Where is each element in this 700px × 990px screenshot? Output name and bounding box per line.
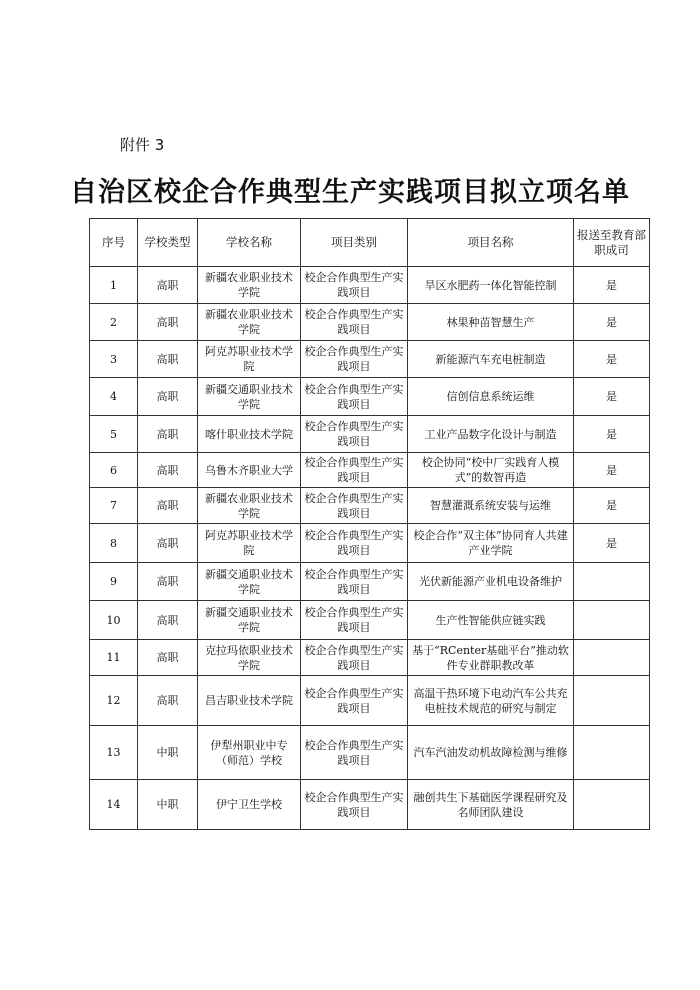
header-school-name: 学校名称 bbox=[198, 219, 301, 267]
cell-school-name: 新疆农业职业技术学院 bbox=[198, 267, 301, 304]
cell-school-name: 新疆交通职业技术学院 bbox=[198, 378, 301, 416]
cell-school-type: 高职 bbox=[138, 563, 198, 601]
cell-school-type: 高职 bbox=[138, 378, 198, 416]
cell-school-name: 新疆农业职业技术学院 bbox=[198, 488, 301, 524]
cell-category: 校企合作典型生产实践项目 bbox=[301, 416, 408, 453]
cell-project-name: 高温干热环境下电动汽车公共充电桩技术规范的研究与制定 bbox=[408, 676, 574, 726]
page-title: 自治区校企合作典型生产实践项目拟立项名单 bbox=[70, 177, 630, 208]
table-row bbox=[90, 563, 650, 601]
cell-project-name: 旱区水肥药一体化智能控制 bbox=[408, 267, 574, 304]
cell-sent bbox=[574, 563, 650, 601]
cell-category: 校企合作典型生产实践项目 bbox=[301, 267, 408, 304]
cell-sent bbox=[574, 601, 650, 640]
cell-no: 8 bbox=[90, 524, 138, 563]
table-row bbox=[90, 341, 650, 378]
table-row bbox=[90, 780, 650, 830]
table-row bbox=[90, 378, 650, 416]
project-list-table bbox=[89, 218, 650, 830]
cell-school-type: 高职 bbox=[138, 488, 198, 524]
cell-category: 校企合作典型生产实践项目 bbox=[301, 488, 408, 524]
header-no: 序号 bbox=[90, 219, 138, 267]
cell-school-name: 克拉玛依职业技术学院 bbox=[198, 640, 301, 676]
cell-school-name: 新疆交通职业技术学院 bbox=[198, 563, 301, 601]
cell-project-name: 融创共生下基础医学课程研究及名师团队建设 bbox=[408, 780, 574, 830]
cell-school-type: 高职 bbox=[138, 640, 198, 676]
cell-category: 校企合作典型生产实践项目 bbox=[301, 780, 408, 830]
cell-sent bbox=[574, 726, 650, 780]
cell-sent: 是 bbox=[574, 416, 650, 453]
header-school-type: 学校类型 bbox=[138, 219, 198, 267]
cell-sent bbox=[574, 780, 650, 830]
cell-project-name: 校企合作“双主体”协同育人共建产业学院 bbox=[408, 524, 574, 563]
cell-category: 校企合作典型生产实践项目 bbox=[301, 676, 408, 726]
cell-project-name: 生产性智能供应链实践 bbox=[408, 601, 574, 640]
cell-school-type: 高职 bbox=[138, 601, 198, 640]
cell-school-name: 新疆农业职业技术学院 bbox=[198, 304, 301, 341]
cell-no: 2 bbox=[90, 304, 138, 341]
cell-category: 校企合作典型生产实践项目 bbox=[301, 726, 408, 780]
cell-school-type: 高职 bbox=[138, 453, 198, 488]
cell-sent: 是 bbox=[574, 267, 650, 304]
header-sent-to-ministry: 报送至教育部职成司 bbox=[574, 219, 650, 267]
header-project-name: 项目名称 bbox=[408, 219, 574, 267]
cell-project-name: 新能源汽车充电桩制造 bbox=[408, 341, 574, 378]
cell-project-name: 汽车汽油发动机故障检测与维修 bbox=[408, 726, 574, 780]
cell-project-name: 工业产品数字化设计与制造 bbox=[408, 416, 574, 453]
cell-school-name: 乌鲁木齐职业大学 bbox=[198, 453, 301, 488]
cell-no: 5 bbox=[90, 416, 138, 453]
table-row bbox=[90, 453, 650, 488]
cell-no: 10 bbox=[90, 601, 138, 640]
table-row bbox=[90, 524, 650, 563]
table-header-row bbox=[90, 219, 650, 267]
table-row bbox=[90, 676, 650, 726]
cell-no: 9 bbox=[90, 563, 138, 601]
cell-category: 校企合作典型生产实践项目 bbox=[301, 304, 408, 341]
cell-category: 校企合作典型生产实践项目 bbox=[301, 563, 408, 601]
cell-school-name: 昌吉职业技术学院 bbox=[198, 676, 301, 726]
cell-school-name: 喀什职业技术学院 bbox=[198, 416, 301, 453]
cell-no: 11 bbox=[90, 640, 138, 676]
cell-school-name: 伊犁州职业中专（师范）学校 bbox=[198, 726, 301, 780]
cell-school-name: 阿克苏职业技术学院 bbox=[198, 341, 301, 378]
cell-project-name: 信创信息系统运维 bbox=[408, 378, 574, 416]
cell-school-name: 新疆交通职业技术学院 bbox=[198, 601, 301, 640]
cell-category: 校企合作典型生产实践项目 bbox=[301, 640, 408, 676]
cell-sent: 是 bbox=[574, 304, 650, 341]
cell-project-name: 智慧灌溉系统安装与运维 bbox=[408, 488, 574, 524]
cell-school-type: 高职 bbox=[138, 267, 198, 304]
cell-school-type: 中职 bbox=[138, 726, 198, 780]
cell-no: 1 bbox=[90, 267, 138, 304]
cell-school-type: 中职 bbox=[138, 780, 198, 830]
cell-no: 3 bbox=[90, 341, 138, 378]
cell-category: 校企合作典型生产实践项目 bbox=[301, 601, 408, 640]
cell-no: 7 bbox=[90, 488, 138, 524]
cell-school-type: 高职 bbox=[138, 341, 198, 378]
cell-sent bbox=[574, 640, 650, 676]
cell-project-name: 光伏新能源产业机电设备维护 bbox=[408, 563, 574, 601]
cell-project-name: 基于“RCenter基础平台”推动软件专业群职教改革 bbox=[408, 640, 574, 676]
table-row bbox=[90, 726, 650, 780]
cell-school-name: 伊宁卫生学校 bbox=[198, 780, 301, 830]
cell-project-name: 林果种苗智慧生产 bbox=[408, 304, 574, 341]
cell-school-type: 高职 bbox=[138, 524, 198, 563]
table-row bbox=[90, 267, 650, 304]
cell-no: 13 bbox=[90, 726, 138, 780]
cell-no: 4 bbox=[90, 378, 138, 416]
cell-school-type: 高职 bbox=[138, 676, 198, 726]
cell-sent bbox=[574, 676, 650, 726]
table-row bbox=[90, 640, 650, 676]
cell-school-type: 高职 bbox=[138, 304, 198, 341]
table-row bbox=[90, 488, 650, 524]
cell-sent: 是 bbox=[574, 378, 650, 416]
header-category: 项目类别 bbox=[301, 219, 408, 267]
cell-category: 校企合作典型生产实践项目 bbox=[301, 341, 408, 378]
cell-sent: 是 bbox=[574, 524, 650, 563]
cell-school-type: 高职 bbox=[138, 416, 198, 453]
cell-sent: 是 bbox=[574, 341, 650, 378]
cell-category: 校企合作典型生产实践项目 bbox=[301, 453, 408, 488]
cell-sent: 是 bbox=[574, 488, 650, 524]
table-row bbox=[90, 304, 650, 341]
attachment-label: 附件 3 bbox=[120, 136, 165, 154]
table-row bbox=[90, 416, 650, 453]
cell-no: 12 bbox=[90, 676, 138, 726]
cell-category: 校企合作典型生产实践项目 bbox=[301, 524, 408, 563]
table-row bbox=[90, 601, 650, 640]
cell-category: 校企合作典型生产实践项目 bbox=[301, 378, 408, 416]
cell-no: 6 bbox=[90, 453, 138, 488]
cell-sent: 是 bbox=[574, 453, 650, 488]
cell-no: 14 bbox=[90, 780, 138, 830]
cell-project-name: 校企协同“校中厂实践育人模式”的数智再造 bbox=[408, 453, 574, 488]
cell-school-name: 阿克苏职业技术学院 bbox=[198, 524, 301, 563]
